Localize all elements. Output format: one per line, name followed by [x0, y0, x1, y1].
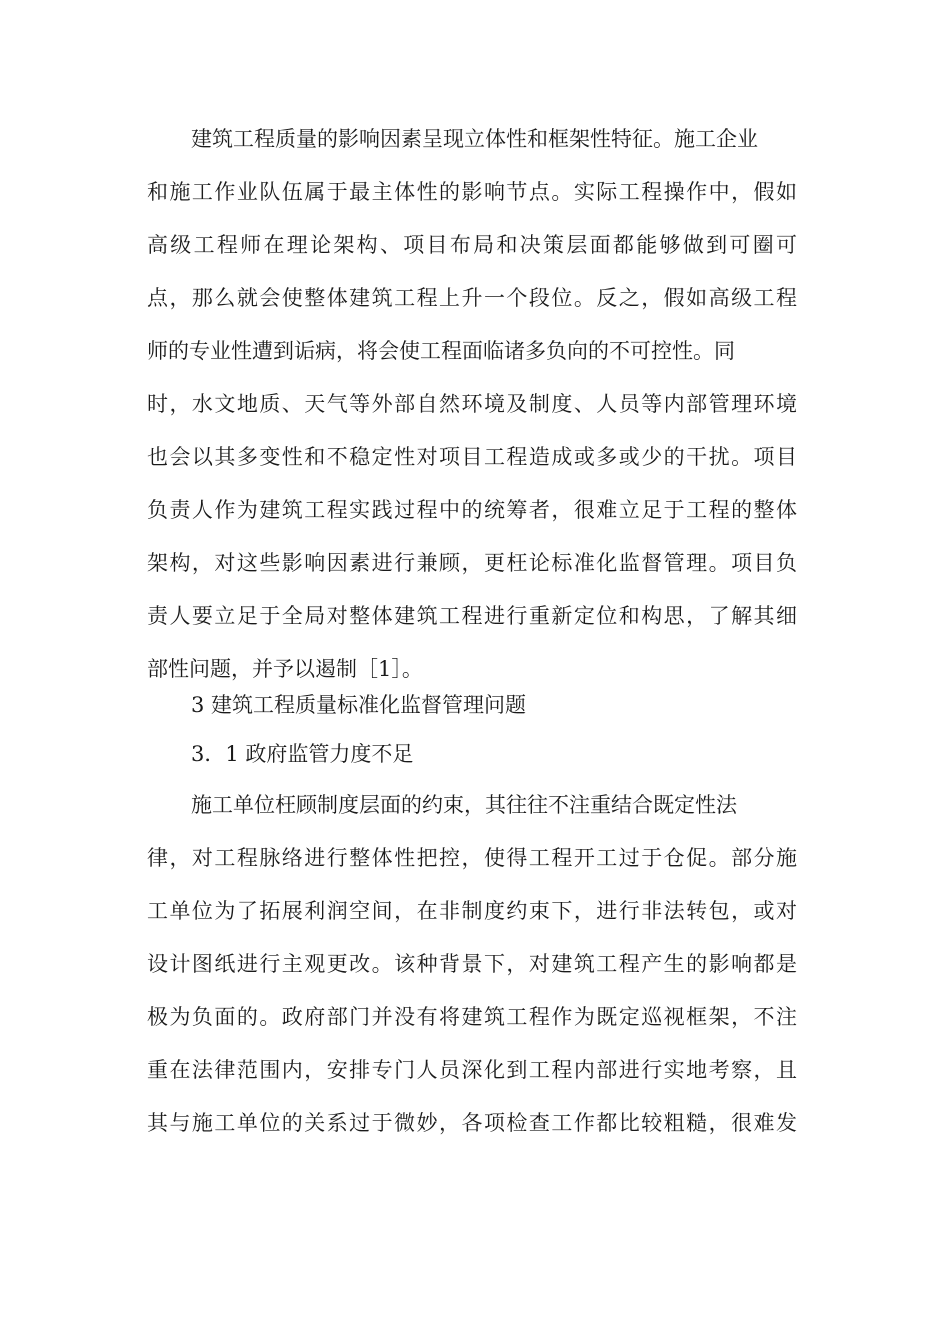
paragraph-1-line-6: 时，水文地质、天气等外部自然环境及制度、人员等内部管理环境 [147, 392, 797, 416]
paragraph-1-line-9: 架构，对这些影响因素进行兼顾，更枉论标准化监督管理。项目负 [147, 551, 797, 575]
paragraph-1-line-5: 师的专业性遭到诟病，将会使工程面临诸多负向的不可控性。同 [147, 339, 735, 363]
paragraph-1-line-4: 点，那么就会使整体建筑工程上升一个段位。反之，假如高级工程 [147, 286, 797, 310]
paragraph-1-line-10: 责人要立足于全局对整体建筑工程进行重新定位和构思，了解其细 [147, 604, 797, 628]
paragraph-1-line-1: 建筑工程质量的影响因素呈现立体性和框架性特征。施工企业 [191, 127, 758, 151]
section-heading: 3 建筑工程质量标准化监督管理问题 [191, 693, 527, 717]
paragraph-1-line-7: 也会以其多变性和不稳定性对项目工程造成或多或少的干扰。项目 [147, 445, 797, 469]
paragraph-1-line-3: 高级工程师在理论架构、项目布局和决策层面都能够做到可圈可 [147, 233, 797, 257]
paragraph-2-line-4: 设计图纸进行主观更改。该种背景下，对建筑工程产生的影响都是 [147, 952, 797, 976]
paragraph-2-line-1: 施工单位枉顾制度层面的约束，其往往不注重结合既定性法 [191, 793, 737, 817]
paragraph-2-line-6: 重在法律范围内，安排专门人员深化到工程内部进行实地考察，且 [147, 1058, 797, 1082]
paragraph-2-line-2: 律，对工程脉络进行整体性把控，使得工程开工过于仓促。部分施 [147, 846, 797, 870]
paragraph-1-line-2: 和施工作业队伍属于最主体性的影响节点。实际工程操作中，假如 [147, 180, 797, 204]
subsection-heading: 3．1 政府监管力度不足 [191, 742, 414, 766]
paragraph-2-line-3: 工单位为了拓展利润空间，在非制度约束下，进行非法转包，或对 [147, 899, 797, 923]
paragraph-1-line-11: 部性问题，并予以遏制［1］。 [147, 657, 423, 681]
paragraph-2-line-5: 极为负面的。政府部门并没有将建筑工程作为既定巡视框架，不注 [147, 1005, 797, 1029]
paragraph-1-line-8: 负责人作为建筑工程实践过程中的统筹者，很难立足于工程的整体 [147, 498, 797, 522]
paragraph-2-line-7: 其与施工单位的关系过于微妙，各项检查工作都比较粗糙，很难发 [147, 1111, 797, 1135]
